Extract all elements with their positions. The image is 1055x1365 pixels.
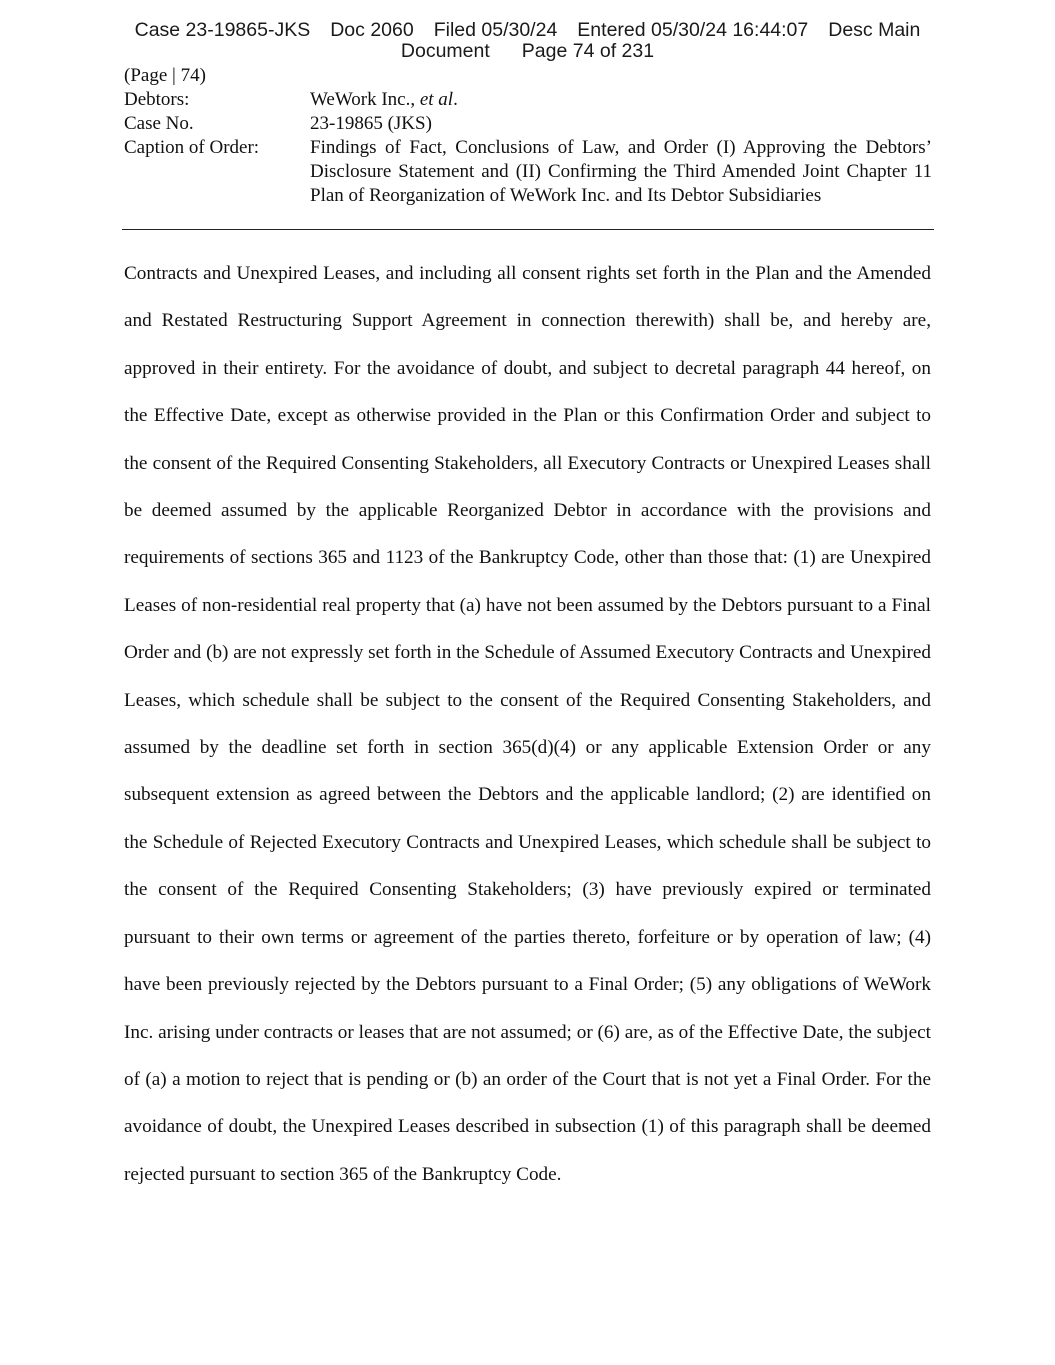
entered-date-stamp: Entered 05/30/24 16:44:07 — [577, 19, 809, 41]
filing-stamp-line-2 — [0, 41, 1055, 62]
caption-row-debtors — [124, 88, 932, 112]
debtors-name: WeWork Inc., — [310, 89, 420, 110]
case-number-stamp: Case 23-19865-JKS — [134, 19, 311, 41]
filing-stamp-line-1 — [0, 20, 1055, 41]
doc-number-stamp: Doc 2060 — [330, 19, 414, 41]
debtors-label: Debtors: — [124, 89, 190, 110]
page-count-stamp: Page 74 of 231 — [521, 40, 655, 62]
order-caption-block — [124, 64, 932, 208]
desc-stamp: Desc Main — [828, 19, 921, 41]
debtors-et-al: et al — [419, 89, 454, 110]
document-label-stamp: Document — [400, 40, 490, 62]
order-caption-label: Caption of Order: — [124, 137, 260, 158]
caption-page-ref: (Page | 74) — [124, 65, 206, 86]
court-filing-stamp — [0, 20, 1055, 62]
body-paragraph: Contracts and Unexpired Leases, and including all consent rights set forth in the Plan and the Amended and Restated Restructuring Support Agreement in connection therewith) shall be, and hereby are, approved in their entirety. For the avoidance of doubt, and subject to decretal paragraph 44 hereof, on the Effective Date, except as otherwise provided in the Plan or this Confirmation Order and subject to the consent of the Required Consenting Stakeholders, all Executory Contracts or Unexpired Leases shall be deemed assumed by the applicable Reorganized Debtor in accordance with the provisions and requirements of sections 365 and 1123 of the Bankruptcy Code, other than those that: (1) are Unexpired Leases of non-residential real property that (a) have not been assumed by the Debtors pursuant to a Final Order and (b) are not expressly set forth in the Schedule of Assumed Executory Contracts and Unexpired Leases, which schedule shall be subject to the consent of the Required Consenting Stakeholders, and assumed by the deadline set forth in section 365(d)(4) or any applicable Extension Order or any subsequent extension as agreed between the Debtors and the applicable landlord; (2) are identified on the Schedule of Rejected Executory Contracts and Unexpired Leases, which schedule shall be subject to the consent of the Required Consenting Stakeholders; (3) have previously expired or terminated pursuant to their own terms or agreement of the parties thereto, forfeiture or by operation of law; (4) have been previously rejected by the Debtors pursuant to a Final Order; (5) any obligations of WeWork Inc. arising under contracts or leases that are not assumed; or (6) are, as of the Effective Date, the subject of (a) a motion to reject that is pending or (b) an order of the Court that is not yet a Final Order. For the avoidance of doubt, the Unexpired Leases described in subsection (1) of this paragraph shall be deemed rejected pursuant to section 365 of the Bankruptcy Code. — [124, 263, 931, 1185]
debtors-period: . — [453, 89, 458, 110]
caption-divider — [122, 229, 934, 230]
caption-row-case — [124, 112, 932, 136]
case-label: Case No. — [124, 113, 194, 134]
filed-date-stamp: Filed 05/30/24 — [433, 19, 558, 41]
case-value: 23-19865 (JKS) — [310, 113, 432, 134]
caption-row-order — [124, 136, 932, 208]
debtors-value — [310, 88, 932, 112]
order-caption-value: Findings of Fact, Conclusions of Law, and Order (I) Approving the Debtors’ Disclosure Statement and (II) Confirming the Third Amended Joint Chapter 11 Plan of Reorganization of WeWork Inc. and Its Debtor Subsidiaries — [310, 137, 932, 206]
